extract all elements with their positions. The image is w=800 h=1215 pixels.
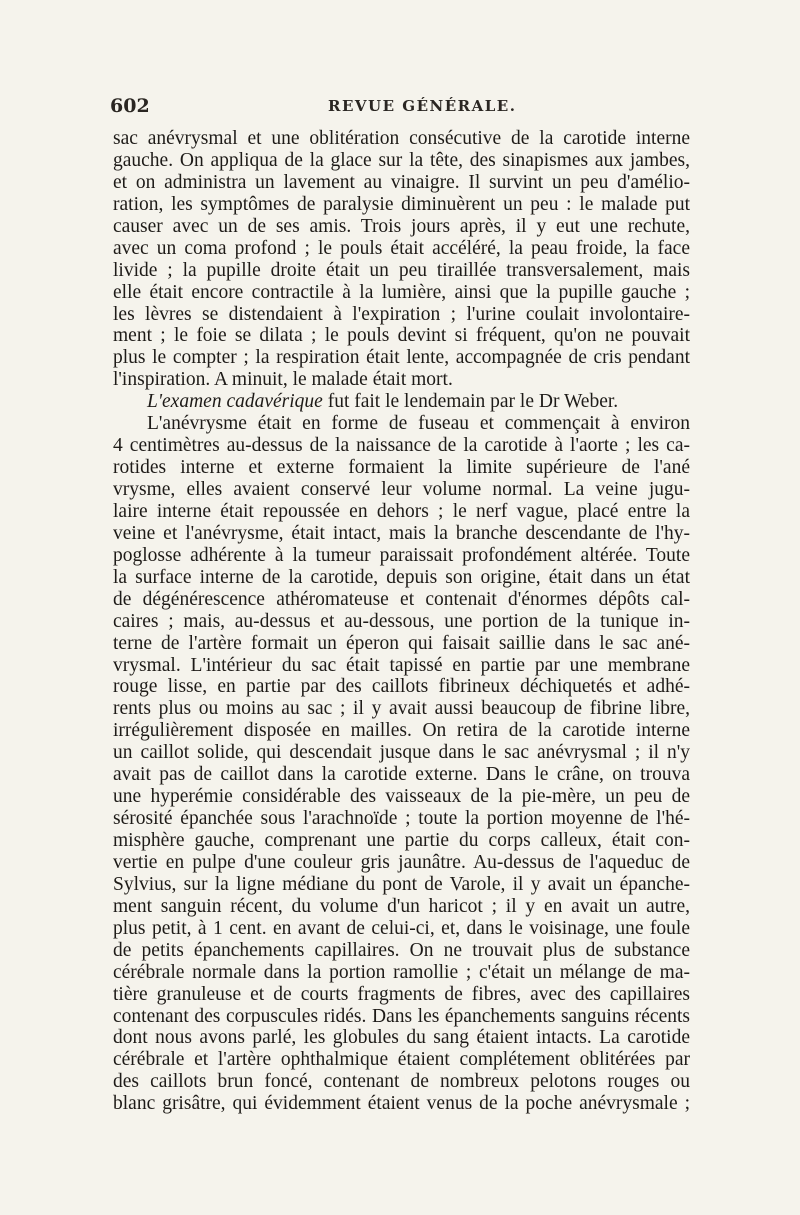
text-line: de petits épanchements capillaires. On ne trouvait plus de substance [113, 939, 690, 961]
text-line: tière granuleuse et de courts fragments de fibres, avec des capillaires [113, 983, 690, 1005]
text-line: vertie en pulpe d'une couleur gris jaunâtre. Au-dessus de l'aqueduc de [113, 851, 690, 873]
text-line: vrysmal. L'intérieur du sac était tapissé en partie par une membrane [113, 654, 690, 676]
text-line: plus le compter ; la respiration était lente, accompagnée de cris pendant [113, 347, 690, 369]
text-line: contenant des corpuscules ridés. Dans les épanchements sanguins récents [113, 1005, 690, 1027]
text-line: sérosité épanchée sous l'arachnoïde ; toute la portion moyenne de l'hé- [113, 808, 690, 830]
text-line: ment ; le foie se dilata ; le pouls devint si fréquent, qu'on ne pouvait [113, 325, 690, 347]
text-line: avec un coma profond ; le pouls était accéléré, la peau froide, la face [113, 237, 690, 259]
text-line: 4 centimètres au-dessus de la naissance de la carotide à l'aorte ; les ca- [113, 435, 690, 457]
text-line: elle était encore contractile à la lumière, ainsi que la pupille gauche ; [113, 281, 690, 303]
text-line: rotides interne et externe formaient la limite supérieure de l'ané [113, 457, 690, 479]
text-line: plus petit, à 1 cent. en avant de celui-ci, et, dans le voisinage, une foule [113, 917, 690, 939]
text-line: de dégénérescence athéromateuse et contenait d'énormes dépôts cal- [113, 588, 690, 610]
text-line: Sylvius, sur la ligne médiane du pont de Varole, il y avait un épanche- [113, 873, 690, 895]
text-line: et on administra un lavement au vinaigre. Il survint un peu d'amélio- [113, 171, 690, 193]
paragraph-end-line: l'inspiration. A minuit, le malade était mort. [113, 369, 453, 391]
text-line: blanc grisâtre, qui évidemment étaient venus de la poche anévrysmale ; [113, 1093, 690, 1115]
text-line: un caillot solide, qui descendait jusque dans le sac anévrysmal ; il n'y [113, 742, 690, 764]
running-head: REVUE GÉNÉRALE. [328, 97, 517, 115]
text-line: des caillots brun foncé, contenant de nombreux pelotons rouges ou [113, 1071, 690, 1093]
text-line: laire interne était repoussée en dehors ; le nerf vague, placé entre la [113, 500, 690, 522]
text-line: livide ; la pupille droite était un peu tiraillée transversalement, mais [113, 259, 690, 281]
page-number: 602 [110, 95, 150, 117]
text-line: gauche. On appliqua de la glace sur la tête, des sinapismes aux jambes, [113, 149, 690, 171]
text-line: dont nous avons parlé, les globules du sang étaient intacts. La carotide [113, 1027, 690, 1049]
text-line: terne de l'artère formait un éperon qui faisait saillie dans le sac ané- [113, 632, 690, 654]
body-text [113, 128, 690, 1115]
text-line: causer avec un de ses amis. Trois jours après, il y eut une rechute, [113, 215, 690, 237]
text-line: cérébrale normale dans la portion ramollie ; c'était un mélange de ma- [113, 961, 690, 983]
text-line [113, 391, 690, 413]
text-line: misphère gauche, comprenant une partie du corps calleux, était con- [113, 830, 690, 851]
italic-phrase: L'examen cadavérique [147, 391, 323, 413]
paragraph-start-line: L'anévrysme était en forme de fuseau et commençait à environ [147, 413, 690, 435]
text-line: sac anévrysmal et une oblitération consécutive de la carotide interne [113, 128, 690, 149]
text-line: les lèvres se distendaient à l'expiration ; l'urine coulait involontaire- [113, 303, 690, 325]
text-line: vrysme, elles avaient conservé leur volume normal. La veine jugu- [113, 479, 690, 500]
text-line: caires ; mais, au-dessus et au-dessous, une portion de la tunique in- [113, 610, 690, 632]
text-line: rents plus ou moins au sac ; il y avait aussi beaucoup de fibrine libre, [113, 698, 690, 720]
text-line: ration, les symptômes de paralysie diminuèrent un peu : le malade put [113, 193, 690, 215]
text-line: la surface interne de la carotide, depuis son origine, était dans un état [113, 566, 690, 588]
page-header [110, 95, 690, 123]
text-line: avait pas de caillot dans la carotide externe. Dans le crâne, on trouva [113, 764, 690, 786]
text-line: rouge lisse, en partie par des caillots fibrineux déchiquetés et adhé- [113, 676, 690, 698]
text-line: une hyperémie considérable des vaisseaux de la pie-mère, un peu de [113, 786, 690, 808]
text-line: irrégulièrement disposée en mailles. On retira de la carotide interne [113, 720, 690, 742]
text-line: poglosse adhérente à la tumeur paraissait profondément altérée. Toute [113, 544, 690, 566]
text-line: veine et l'anévrysme, était intact, mais la branche descendante de l'hy- [113, 522, 690, 544]
text-line: cérébrale et l'artère ophthalmique étaient complétement oblitérées par [113, 1049, 690, 1071]
text-line: ment sanguin récent, du volume d'un haricot ; il y en avait un autre, [113, 895, 690, 917]
text-run: fut fait le lendemain par le Dr Weber. [322, 391, 619, 413]
